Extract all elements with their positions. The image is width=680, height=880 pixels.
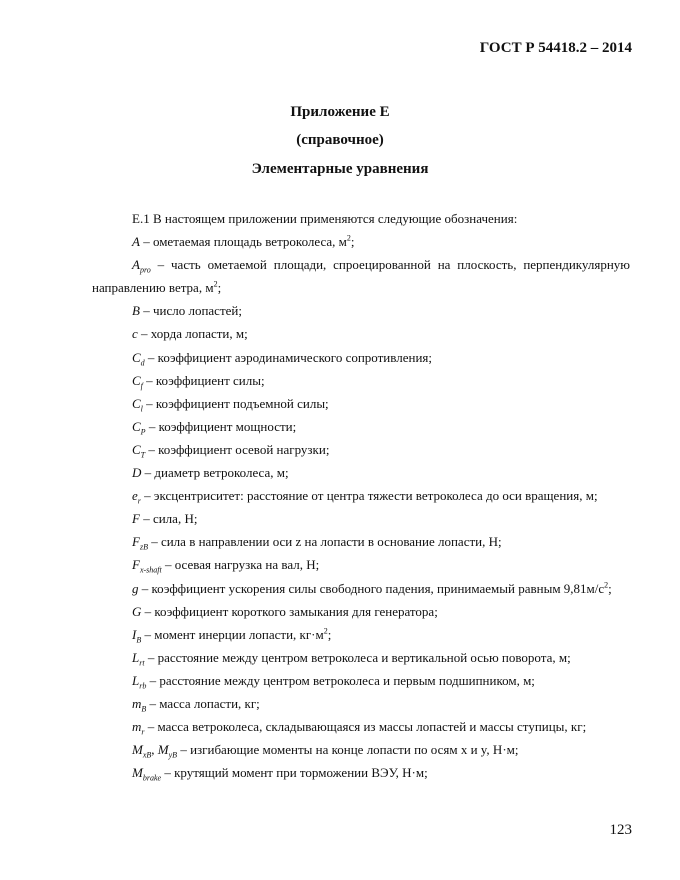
symbol: A bbox=[132, 257, 140, 273]
symbol: B bbox=[132, 303, 140, 319]
definition-text: – сила, Н; bbox=[139, 511, 198, 527]
definition-tail: ; bbox=[350, 234, 355, 250]
symbol-subscript: rb bbox=[139, 681, 147, 691]
symbol: D bbox=[132, 465, 142, 481]
definition-entry bbox=[92, 484, 630, 507]
definition-entry bbox=[92, 392, 630, 415]
definition-text: – ометаемая площадь ветроколеса, м bbox=[139, 234, 347, 250]
definition-entry bbox=[92, 507, 630, 530]
definition-entry: $M_{xB}$, $M_{yB}$ – изгибающие моменты на конце лопасти по осям x и y, Н·м; bbox=[132, 742, 519, 760]
definition-text: – крутящий момент при торможении ВЭУ, Н·м; bbox=[161, 765, 428, 781]
definition-text: – коэффициент короткого замыкания для генератора; bbox=[141, 603, 438, 619]
definition-entry bbox=[92, 715, 630, 738]
unit-superscript: 2 bbox=[323, 626, 328, 636]
definition-entry bbox=[92, 623, 630, 646]
appendix-subtitle: (справочное) bbox=[296, 132, 384, 148]
definition-text: – число лопастей; bbox=[139, 303, 242, 319]
definition-entry bbox=[92, 299, 630, 322]
definition-text: – коэффициент подъемной силы; bbox=[142, 395, 329, 411]
definition-text: – масса ветроколеса, складывающаяся из массы лопастей и массы ступицы, кг; bbox=[144, 719, 587, 735]
symbol: F bbox=[132, 557, 140, 573]
definition-text: – сила в направлении оси z на лопасти в основание лопасти, Н; bbox=[147, 534, 502, 550]
definition-tail: ; bbox=[217, 280, 222, 296]
definition-text: – диаметр ветроколеса, м; bbox=[141, 465, 289, 481]
symbol-subscript: xB bbox=[142, 750, 152, 760]
symbol-subscript: r bbox=[137, 496, 141, 506]
definition-text: – коэффициент мощности; bbox=[145, 418, 297, 434]
definition-entry bbox=[92, 438, 630, 461]
symbol-subscript: brake bbox=[142, 773, 162, 783]
symbol: L bbox=[132, 672, 140, 688]
symbol: m bbox=[132, 695, 142, 711]
definition-entry bbox=[92, 415, 630, 438]
definition-entry bbox=[92, 530, 630, 553]
symbol-subscript: P bbox=[140, 427, 146, 437]
symbol-subscript: B bbox=[141, 704, 147, 714]
symbol: C bbox=[132, 418, 141, 434]
definition-entry bbox=[92, 553, 630, 576]
definitions-list bbox=[92, 207, 630, 784]
symbol: M bbox=[132, 765, 143, 781]
appendix-name: Элементарные уравнения bbox=[251, 161, 429, 177]
symbol-subscript: zB bbox=[139, 542, 148, 552]
symbol: C bbox=[132, 395, 141, 411]
symbol: C bbox=[132, 349, 141, 365]
symbol: L bbox=[132, 649, 140, 665]
symbol: F bbox=[132, 511, 140, 527]
definition-entry bbox=[92, 577, 630, 600]
definition-text: – эксцентриситет: расстояние от центра тяжести ветроколеса до оси вращения, м; bbox=[140, 488, 598, 504]
definition-text: – коэффициент силы; bbox=[142, 372, 265, 388]
definition-text: – масса лопасти, кг; bbox=[146, 695, 260, 711]
appendix-title: Приложение Е bbox=[290, 104, 390, 120]
definition-text: – осевая нагрузка на вал, Н; bbox=[161, 557, 320, 573]
symbol-subscript: d bbox=[140, 358, 145, 368]
entry-container bbox=[92, 230, 630, 784]
page-number: 123 bbox=[609, 822, 632, 838]
symbol: e bbox=[132, 488, 138, 504]
definition-entry bbox=[92, 346, 630, 369]
symbol: G bbox=[132, 603, 142, 619]
definition-entry bbox=[92, 669, 630, 692]
symbol-subscript: yB bbox=[168, 750, 178, 760]
symbol: C bbox=[132, 372, 141, 388]
definition-entry bbox=[92, 253, 630, 299]
definition-text: – коэффициент аэродинамического сопротивления; bbox=[144, 349, 432, 365]
symbol: g bbox=[132, 580, 139, 596]
definition-entry bbox=[92, 761, 630, 784]
definition-entry bbox=[92, 646, 630, 669]
symbol: m bbox=[132, 719, 142, 735]
definition-entry bbox=[92, 322, 630, 345]
unit-superscript: 2 bbox=[213, 279, 218, 289]
symbol: I bbox=[132, 626, 137, 642]
definition-text: – изгибающие моменты на конце лопасти по осям x и y, Н·м; bbox=[177, 742, 519, 758]
symbol: A bbox=[132, 234, 140, 250]
symbol-subscript: l bbox=[140, 404, 143, 414]
symbol: M bbox=[157, 742, 169, 758]
definition-text: – коэффициент осевой нагрузки; bbox=[145, 441, 330, 457]
symbol-subscript: x-shaft bbox=[139, 566, 162, 575]
unit-superscript: 2 bbox=[346, 233, 351, 243]
symbol: c bbox=[132, 326, 138, 342]
definition-text: – момент инерции лопасти, кг·м bbox=[141, 626, 324, 642]
definition-entry bbox=[92, 600, 630, 623]
definition-entry bbox=[92, 230, 630, 253]
definition-tail: ; bbox=[327, 626, 332, 642]
symbol-subscript: T bbox=[140, 450, 146, 460]
definition-entry bbox=[92, 461, 630, 484]
definition-text: – хорда лопасти, м; bbox=[137, 326, 248, 342]
symbol: C bbox=[132, 441, 141, 457]
definition-entry bbox=[92, 692, 630, 715]
symbol-subscript: r bbox=[141, 727, 145, 737]
definition-text: – коэффициент ускорения силы свободного падения, принимаемый равным 9,81м/с bbox=[138, 580, 605, 596]
definition-entry bbox=[92, 369, 630, 392]
symbol-subscript: f bbox=[140, 381, 143, 391]
definition-text: – часть ометаемой площади, спроецированной на плоскость, перпендикулярную направлению ветра, м bbox=[92, 257, 630, 296]
standard-header: ГОСТ Р 54418.2 – 2014 bbox=[479, 40, 632, 56]
definition-text: – расстояние между центром ветроколеса и первым подшипником, м; bbox=[146, 672, 535, 688]
intro-paragraph: Е.1 В настоящем приложении применяются следующие обозначения: bbox=[132, 211, 518, 226]
symbol: F bbox=[132, 534, 140, 550]
definition-tail: ; bbox=[608, 580, 612, 596]
unit-superscript: 2 bbox=[604, 580, 609, 590]
symbol-subscript: B bbox=[136, 635, 142, 645]
symbol: M bbox=[132, 742, 143, 758]
symbol-subscript: rt bbox=[139, 658, 145, 668]
symbol-subscript: pro bbox=[139, 265, 151, 275]
definition-text: – расстояние между центром ветроколеса и вертикальной осью поворота, м; bbox=[144, 649, 571, 665]
